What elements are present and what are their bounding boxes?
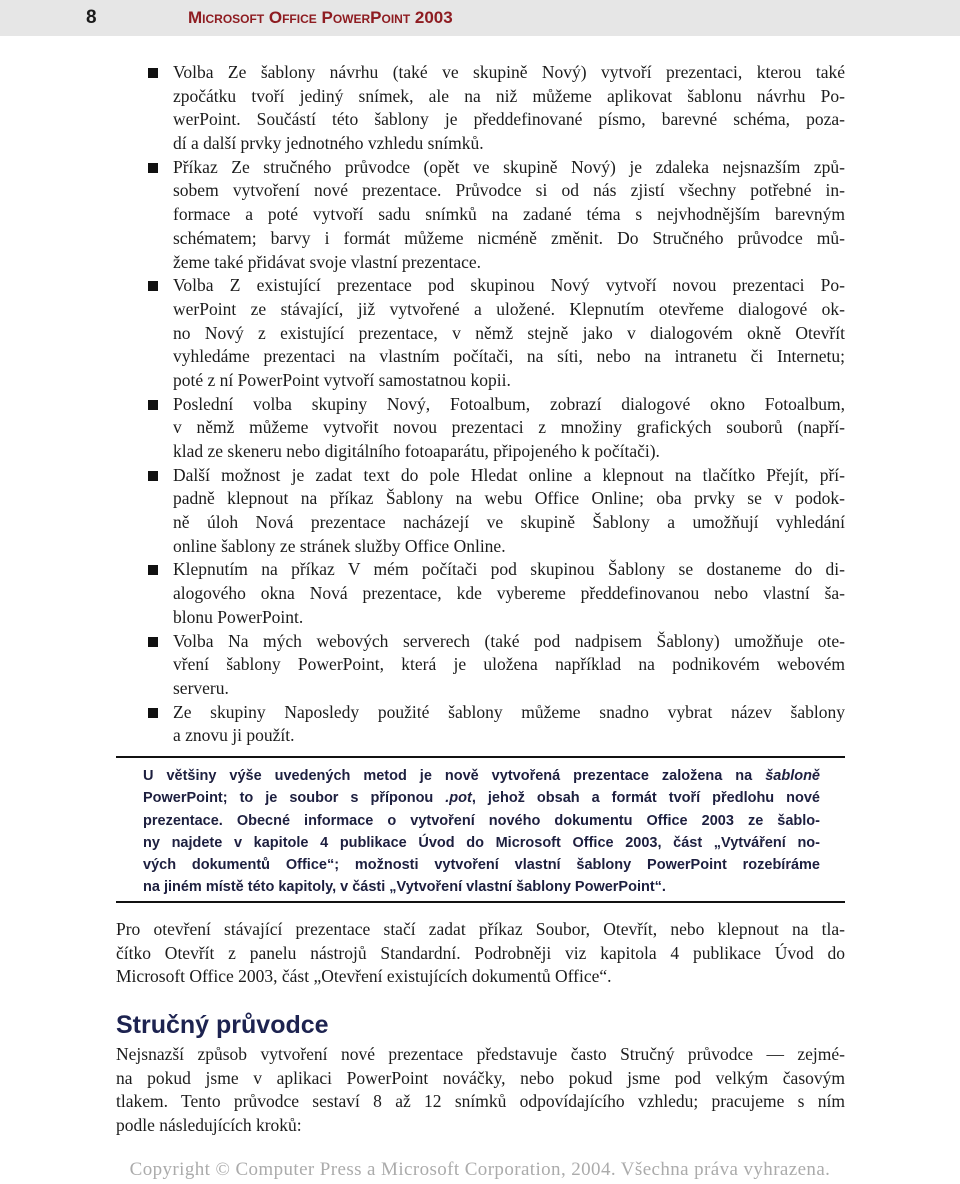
text-line: blonu PowerPoint. <box>173 606 304 627</box>
text-line: a znovu ji použít. <box>173 725 295 746</box>
text-line: klad ze skeneru nebo digitálního fotoaparátu, připojeného k počítači). <box>173 441 660 461</box>
note-text: , jehož obsah a formát tvoří předlohu nové <box>471 790 820 807</box>
text-line: zpočátku tvoří jediný snímek, ale na niž můžeme aplikovat šablonu návrhu Po- <box>173 85 845 106</box>
text-line: Microsoft Office 2003, část „Otevření existujících dokumentů Office“. <box>116 966 612 987</box>
text-line: poté z ní PowerPoint vytvoří samostatnou kopii. <box>173 369 511 390</box>
running-header <box>0 0 960 36</box>
text-line: Volba Na mých webových serverech (také pod nadpisem Šablony) umožňuje ote- <box>173 630 845 651</box>
bullet-item <box>173 156 845 274</box>
text-line: schématem; barvy i formát můžeme nicméně změnit. Do Stručného průvodce mů- <box>173 227 845 248</box>
text-line: vření šablony PowerPoint, která je uložena například na podnikovém webovém <box>173 654 845 675</box>
intro-paragraph <box>116 918 845 989</box>
emphasized-text: šabloně <box>765 768 820 784</box>
text-line: ně úloh Nová prezentace nacházejí ve skupině Šablony a umožňují vyhledání <box>173 512 845 533</box>
note-box <box>116 756 845 903</box>
bullet-item <box>173 61 845 156</box>
text-line: padně klepnout na příkaz Šablony na webu Office Online; oba prvky se v podok- <box>173 488 845 509</box>
note-text: vých dokumentů Office“; možnosti vytvoření vlastní šablony PowerPoint rozebíráme <box>143 857 820 874</box>
bullet-list <box>173 61 845 748</box>
note-text: na jiném místě této kapitoly, v části „Vytvoření vlastní šablony PowerPoint“. <box>143 879 666 896</box>
text-line: na pokud jsme v aplikaci PowerPoint nováčky, nebo pokud jsme pod velkým časovým <box>116 1067 845 1088</box>
square-bullet-icon <box>148 708 158 718</box>
square-bullet-icon <box>148 281 158 291</box>
square-bullet-icon <box>148 471 158 481</box>
text-line: Poslední volba skupiny Nový, Fotoalbum, zobrazí dialogové okno Fotoalbum, <box>173 393 845 414</box>
note-text: U většiny výše uvedených metod je nově vytvořená prezentace založena na <box>143 768 766 784</box>
text-line: Nejsnazší způsob vytvoření nové prezentace představuje často Stručný průvodce — zejmé- <box>116 1044 845 1064</box>
copyright-footer: Copyright © Computer Press a Microsoft Corporation, 2004. Všechna práva vyhrazena. <box>129 1159 831 1180</box>
text-line: alogového okna Nová prezentace, kde vybereme předdefinovanou nebo vlastní ša- <box>173 583 845 604</box>
bullet-item <box>173 393 845 464</box>
section-heading: Stručný průvodce <box>116 1011 329 1039</box>
text-line: sobem vytvoření nové prezentace. Průvodce si od nás zjistí všechny potřebné in- <box>173 180 845 201</box>
bullet-item <box>173 701 845 748</box>
square-bullet-icon <box>148 163 158 173</box>
note-line <box>143 854 820 876</box>
text-line: Volba Ze šablony návrhu (také ve skupině Nový) vytvoří prezentaci, kterou také <box>173 62 845 82</box>
note-line <box>143 765 820 787</box>
text-line: dí a další prvky jednotného vzhledu snímků. <box>173 133 484 154</box>
text-line: no Nový z existující prezentace, v němž stejně jako v dialogovém okně Otevřít <box>173 322 845 343</box>
note-line <box>143 832 820 854</box>
text-line: formace a poté vytvoří sadu snímků na zadané téma s nejvhodnějším barevným <box>173 204 845 225</box>
text-line: v němž můžeme vytvořit novou prezentaci z množiny grafických souborů (napří- <box>173 417 845 438</box>
note-line <box>143 787 820 809</box>
bullet-item <box>173 558 845 629</box>
note-text: prezentace. Obecné informace o vytvoření nového dokumentu Office 2003 ze šablo- <box>143 812 820 829</box>
text-line: serveru. <box>173 677 229 698</box>
running-title: Microsoft Office PowerPoint 2003 <box>188 8 453 27</box>
note-text: ny najdete v kapitole 4 publikace Úvod do Microsoft Office 2003, část „Vytváření no- <box>143 834 820 851</box>
note-line <box>143 876 820 898</box>
bullet-item <box>173 630 845 701</box>
emphasized-text: .pot <box>445 790 472 807</box>
text-line: vyhledáme prezentaci na vlastním počítači, na síti, nebo na intranetu či Internetu; <box>173 346 845 367</box>
bullet-item <box>173 274 845 392</box>
note-text: PowerPoint; to je soubor s příponou <box>143 790 446 807</box>
text-line: Volba Z existující prezentace pod skupinou Nový vytvoří novou prezentaci Po- <box>173 275 845 296</box>
bullet-item <box>173 464 845 559</box>
text-line: Ze skupiny Naposledy použité šablony můžeme snadno vybrat název šablony <box>173 701 845 722</box>
text-line: werPoint ze stávající, již vytvořené a uložené. Klepnutím otevřeme dialogové ok- <box>173 298 845 319</box>
section-paragraph <box>116 1043 845 1138</box>
note-line <box>143 810 820 832</box>
text-line: Další možnost je zadat text do pole Hledat online a klepnout na tlačítko Přejít, pří- <box>173 464 845 485</box>
square-bullet-icon <box>148 68 158 78</box>
square-bullet-icon <box>148 400 158 410</box>
text-line: Klepnutím na příkaz V mém počítači pod skupinou Šablony se dostaneme do di- <box>173 559 845 580</box>
text-line: werPoint. Součástí této šablony je předdefinované písmo, barevné schéma, poza- <box>173 109 845 130</box>
text-line: podle následujících kroků: <box>116 1115 302 1136</box>
text-line: online šablony ze stránek služby Office Online. <box>173 535 506 556</box>
square-bullet-icon <box>148 565 158 575</box>
text-line: žeme také přidávat svoje vlastní prezentace. <box>173 251 482 272</box>
text-line: Příkaz Ze stručného průvodce (opět ve skupině Nový) je zdaleka nejsnazším způ- <box>173 156 845 177</box>
page-number: 8 <box>86 7 97 28</box>
text-line: Pro otevření stávající prezentace stačí zadat příkaz Soubor, Otevřít, nebo klepnout na tla- <box>116 919 845 939</box>
text-line: tlakem. Tento průvodce sestaví 8 až 12 snímků odpovídajícího vzhledu; pracujeme s ním <box>116 1091 845 1112</box>
text-line: čítko Otevřít z panelu nástrojů Standardní. Podrobněji viz kapitola 4 publikace Úvod do <box>116 942 845 963</box>
square-bullet-icon <box>148 637 158 647</box>
